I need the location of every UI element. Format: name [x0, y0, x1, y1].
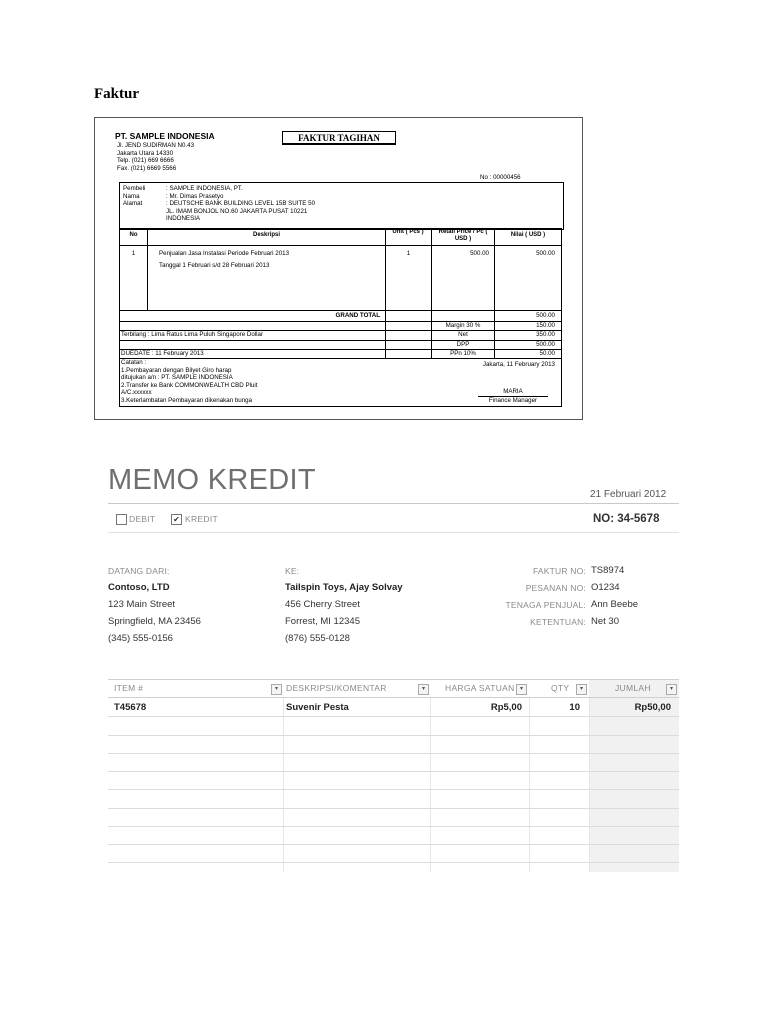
invoice-title: FAKTUR TAGIHAN — [282, 131, 396, 145]
memo-date: 21 Februari 2012 — [590, 489, 667, 500]
faktur-no-label: FAKTUR NO: — [532, 566, 586, 576]
item-number-cell[interactable]: T45678 — [114, 702, 147, 713]
grand-total-value: 500.00 — [536, 312, 555, 319]
summary-label: Margin 30 % — [445, 322, 481, 329]
note-line: 1.Pembayaran dengan Bilyet Giro harap — [121, 366, 232, 374]
table-border — [385, 228, 386, 358]
tenaga-penjual-value: Ann Beebe — [591, 599, 639, 610]
row-desc-date: Tanggal 1 Februari s/d 28 Februari 2013 — [159, 262, 270, 269]
invoice-company-address — [117, 142, 194, 172]
divider — [108, 532, 679, 533]
column-separator — [529, 698, 530, 872]
to-street: 456 Cherry Street — [285, 599, 360, 610]
item-amount-cell[interactable]: Rp50,00 — [634, 702, 671, 713]
col-item-header: ITEM # — [114, 683, 144, 693]
tenaga-penjual-label: TENAGA PENJUAL: — [505, 600, 586, 610]
ketentuan-value: Net 30 — [591, 616, 619, 627]
row-divider — [108, 789, 679, 790]
address-line: Jl. JEND SUDIRMAN N0.43 — [117, 142, 195, 149]
from-city: Springfield, MA 23456 — [108, 616, 201, 627]
buyer-label: Nama — [123, 192, 140, 200]
buyer-label: Pembeli — [123, 185, 146, 192]
col-price-header: Retail Price / Pc ( USD ) — [438, 229, 488, 243]
col-deskripsi-header: Deskripsi — [252, 232, 280, 238]
buyer-values — [166, 185, 315, 223]
summary-value: 350.00 — [536, 331, 555, 338]
summary-label: PPn 10% — [450, 350, 476, 357]
note-line: 3.Keterlambatan Pembayaran dikenakan bunga — [121, 396, 253, 404]
page-heading: Faktur — [94, 86, 139, 102]
table-border — [147, 228, 148, 310]
table-header-bottom — [108, 697, 679, 698]
to-label: KE: — [285, 566, 300, 576]
row-price: 500.00 — [470, 250, 489, 257]
column-separator — [589, 698, 590, 872]
row-desc: Penjualan Jasa Instalasi Periode Februari 2013 — [159, 250, 290, 257]
note-line: 2.Transfer ke Bank COMMONWEALTH CBD Pluit — [121, 381, 258, 389]
to-company: Tailspin Toys, Ajay Solvay — [285, 582, 403, 593]
pesanan-no-label: PESANAN NO: — [525, 583, 586, 593]
row-divider — [108, 753, 679, 754]
row-divider — [108, 844, 679, 845]
sign-place-date: Jakarta, 11 February 2013 — [482, 361, 555, 368]
col-qty-header: QTY — [551, 683, 570, 693]
row-divider — [108, 716, 679, 717]
note-line: A/C.xxxxxx — [121, 389, 152, 397]
to-city: Forrest, MI 12345 — [285, 616, 360, 627]
duedate: DUEDATE : 11 February 2013 — [121, 350, 204, 357]
summary-label: Net — [458, 331, 468, 338]
col-unit-header: Unit ( Pcs ) — [392, 229, 424, 235]
buyer-value: : Mr. Dimas Prasetyo — [166, 192, 224, 200]
notes — [121, 359, 258, 404]
summary-value: 150.00 — [536, 322, 555, 329]
table-border — [119, 245, 562, 246]
row-divider — [108, 771, 679, 772]
divider — [108, 503, 679, 504]
ketentuan-label: KETENTUAN: — [530, 617, 586, 627]
row-no: 1 — [131, 250, 136, 257]
item-price-cell[interactable]: Rp5,00 — [490, 702, 522, 713]
column-separator — [430, 698, 431, 872]
invoice-company-name: PT. SAMPLE INDONESIA — [115, 131, 215, 141]
memo-number: NO: 34-5678 — [593, 513, 660, 525]
memo-title: MEMO KREDIT — [108, 464, 316, 496]
buyer-value: : SAMPLE INDONESIA, PT. — [166, 185, 243, 192]
item-qty-cell[interactable]: 10 — [569, 702, 580, 713]
note-line: ditujukan a/n : PT. SAMPLE INDONESIA — [121, 374, 233, 382]
invoice-number: No : 00000456 — [480, 174, 521, 181]
harga-filter-dropdown-icon[interactable]: ▾ — [516, 684, 527, 695]
summary-value: 50.00 — [539, 350, 555, 357]
buyer-value: INDONESIA — [166, 215, 201, 223]
grand-total-label: GRAND TOTAL — [335, 312, 380, 319]
deskripsi-filter-dropdown-icon[interactable]: ▾ — [418, 684, 429, 695]
row-unit: 1 — [406, 250, 411, 257]
col-nilai-header: Nilai ( USD ) — [510, 232, 546, 238]
row-divider — [108, 735, 679, 736]
summary-label: DPP — [456, 341, 470, 348]
row-divider — [108, 826, 679, 827]
sign-title: Finance Manager — [488, 397, 538, 404]
address-line: Fax. (021) 6669 5566 — [117, 164, 177, 172]
to-phone: (876) 555-0128 — [285, 633, 350, 644]
faktur-no-value: TS8974 — [591, 565, 625, 576]
address-line: Telp. (021) 669 6666 — [117, 157, 174, 165]
col-no-header: No — [129, 232, 138, 238]
pesanan-no-value: O1234 — [591, 582, 620, 593]
jumlah-filter-dropdown-icon[interactable]: ▾ — [666, 684, 677, 695]
kredit-checkbox[interactable]: ✔ — [171, 514, 182, 525]
table-border — [119, 406, 562, 407]
buyer-value: : DEUTSCHE BANK BUILDING LEVEL 15B SUITE 50 — [166, 200, 316, 208]
note-line: Catatan : — [121, 359, 147, 366]
buyer-labels — [123, 185, 145, 208]
table-header-top — [108, 679, 679, 680]
invoice-image — [94, 117, 583, 420]
col-deskripsi-header: DESKRIPSI/KOMENTAR — [286, 683, 387, 693]
from-company: Contoso, LTD — [108, 582, 170, 593]
buyer-value: JL. IMAM BONJOL NO.60 JAKARTA PUSAT 10221 — [166, 207, 308, 215]
table-border — [119, 310, 562, 311]
table-border — [561, 228, 562, 406]
buyer-label: Alamat — [123, 200, 143, 208]
column-separator — [283, 698, 284, 872]
address-line: Jakarta Utara 14330 — [117, 149, 174, 157]
qty-filter-dropdown-icon[interactable]: ▾ — [576, 684, 587, 695]
col-harga-header: HARGA SATUAN — [445, 683, 515, 693]
col-jumlah-header: JUMLAH — [615, 683, 651, 693]
from-street: 123 Main Street — [108, 599, 176, 610]
row-divider — [108, 808, 679, 809]
row-nilai: 500.00 — [536, 250, 555, 257]
row-divider — [108, 862, 679, 863]
kredit-label: KREDIT — [185, 514, 218, 524]
terbilang: Terbilang : Lima Ratus Lima Puluh Singapore Dollar — [121, 331, 264, 338]
item-desc-cell[interactable]: Suvenir Pesta — [286, 702, 349, 713]
from-label: DATANG DARI: — [108, 566, 170, 576]
sign-name: MARIA — [478, 388, 548, 397]
item-filter-dropdown-icon[interactable]: ▾ — [271, 684, 282, 695]
table-border — [119, 228, 562, 229]
debit-checkbox[interactable] — [116, 514, 127, 525]
summary-value: 500.00 — [536, 341, 555, 348]
debit-label: DEBIT — [129, 514, 156, 524]
from-phone: (345) 555-0156 — [108, 633, 173, 644]
